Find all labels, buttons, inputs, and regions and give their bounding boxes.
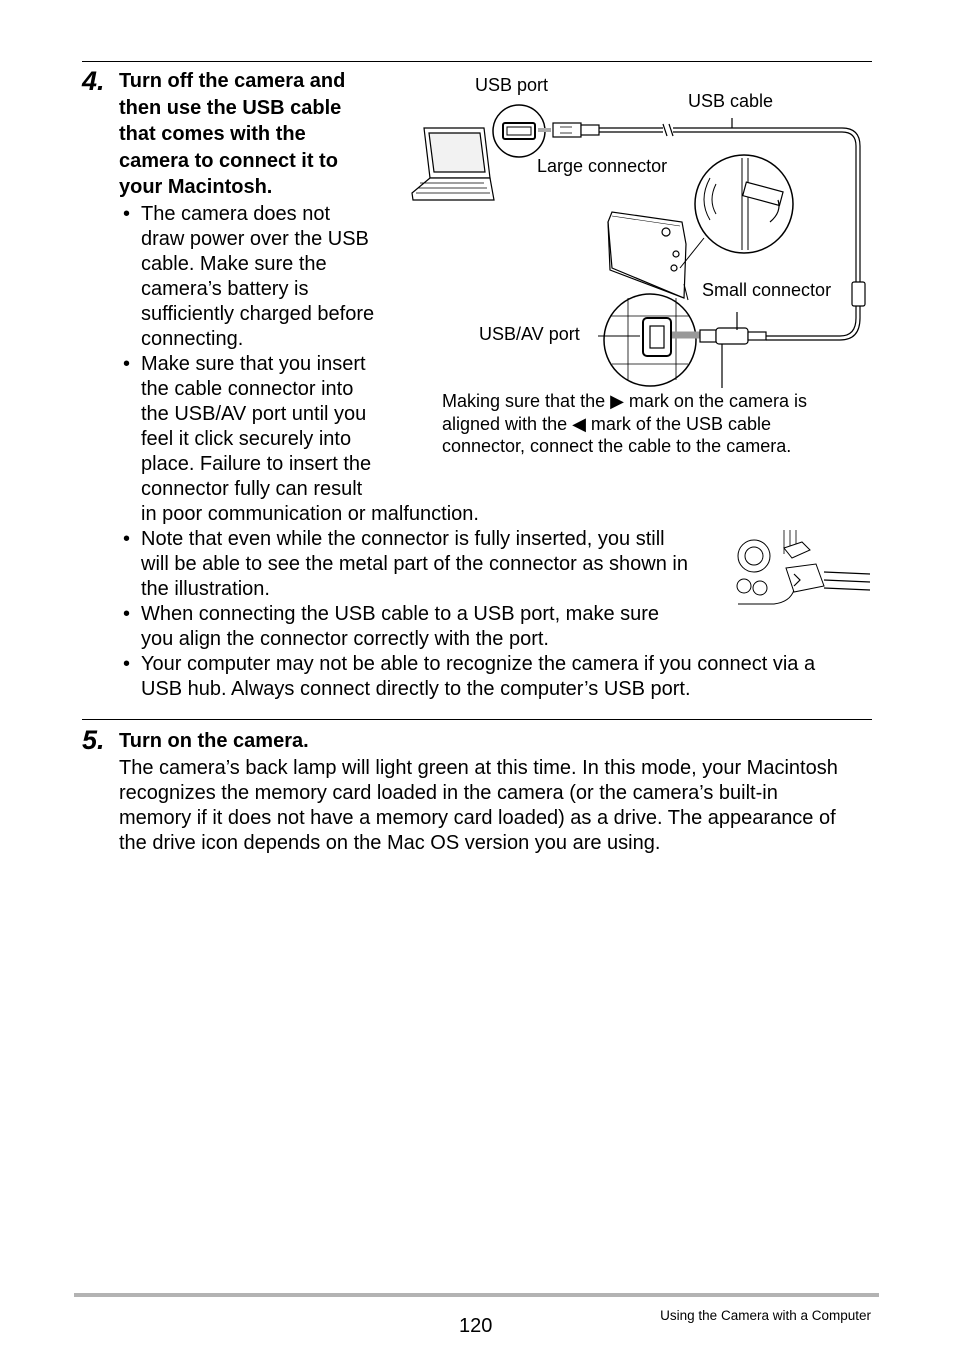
- bullet-line: The camera does not: [141, 203, 330, 225]
- label-usb-port: USB port: [475, 75, 549, 95]
- bullet-marker: •: [123, 353, 131, 375]
- step-5-number: 5.: [82, 725, 105, 755]
- step-5-body: [119, 756, 879, 856]
- caption-line: connector, connect the cable to the camera.: [442, 436, 792, 456]
- bullet-line: the illustration.: [141, 578, 270, 600]
- bullet-line: When connecting the USB cable to a USB port, make sure: [141, 603, 660, 625]
- bullet-line: the cable connector into: [141, 378, 354, 400]
- usb-connection-diagram: [405, 95, 875, 395]
- step-5-title: Turn on the camera.: [119, 730, 309, 752]
- footer-rule: [74, 1293, 879, 1297]
- page-number: 120: [459, 1315, 493, 1337]
- bullet-item: [119, 652, 879, 702]
- bullet-line: Note that even while the connector is fully inserted, you still: [141, 528, 665, 550]
- body-line: the drive icon depends on the Mac OS version you are using.: [119, 832, 661, 854]
- body-line: The camera’s back lamp will light green at this time. In this mode, your Macintosh: [119, 757, 838, 779]
- bullet-line: Make sure that you insert: [141, 353, 366, 375]
- large-connector-icon: [538, 123, 599, 137]
- bullet-line: USB hub. Always connect directly to the computer’s USB port.: [141, 678, 691, 700]
- bullet-line: camera’s battery is: [141, 278, 309, 300]
- connector-detail-magnifier: [680, 155, 793, 268]
- bullet-line: connector fully can result: [141, 478, 363, 500]
- bullet-marker: •: [123, 603, 131, 625]
- bullet-line: cable. Make sure the: [141, 253, 327, 275]
- section-rule: [82, 719, 872, 720]
- bullet-line: the USB/AV port until you: [141, 403, 367, 425]
- body-line: recognizes the memory card loaded in the camera (or the camera’s built-in: [119, 782, 778, 804]
- bullet-marker: •: [123, 528, 131, 550]
- caption-line: Making sure that the ▶ mark on the camera is: [442, 391, 808, 411]
- bullet-line: connecting.: [141, 328, 244, 350]
- step-4-title-line: Turn off the camera and: [119, 70, 346, 92]
- diagram-caption: [442, 390, 872, 458]
- top-rule: [82, 61, 872, 62]
- footer-section-title: Using the Camera with a Computer: [660, 1308, 871, 1323]
- body-line: memory if it does not have a memory card loaded) as a drive. The appearance of: [119, 807, 836, 829]
- bullet-marker: •: [123, 653, 131, 675]
- bullet-marker: •: [123, 203, 131, 225]
- bullet-line: place. Failure to insert the: [141, 453, 372, 475]
- bullet-line: draw power over the USB: [141, 228, 369, 250]
- label-small-connector: Small connector: [702, 280, 832, 300]
- step-4-title-line: that comes with the: [119, 123, 306, 145]
- step-4-title-line: then use the USB cable: [119, 96, 342, 119]
- usb-av-port-magnifier: [604, 284, 712, 386]
- caption-line: aligned with the ◀ mark of the USB cable: [442, 413, 772, 434]
- bullet-line: Your computer may not be able to recognize the camera if you connect via a: [141, 653, 816, 675]
- bullet-line: sufficiently charged before: [141, 303, 375, 325]
- label-large-connector: Large connector: [537, 156, 668, 176]
- step-4-number: 4.: [82, 66, 105, 96]
- bullet-line: in poor communication or malfunction.: [141, 503, 479, 525]
- bullet-line: will be able to see the metal part of the connector as shown in: [141, 553, 688, 575]
- usb-port-magnifier: [493, 105, 545, 157]
- camera-icon: [608, 212, 686, 298]
- step-4-title-line: your Macintosh.: [119, 176, 273, 198]
- label-usb-av-port: USB/AV port: [479, 324, 580, 344]
- bullet-line: feel it click securely into: [141, 428, 352, 450]
- laptop-icon: [412, 128, 494, 200]
- step-4-title: [119, 68, 409, 201]
- bullet-line: you align the connector correctly with the port.: [141, 628, 549, 650]
- connector-inset-illustration: [734, 528, 872, 610]
- label-usb-cable: USB cable: [688, 91, 774, 111]
- step-4-title-line: camera to connect it to: [119, 149, 338, 172]
